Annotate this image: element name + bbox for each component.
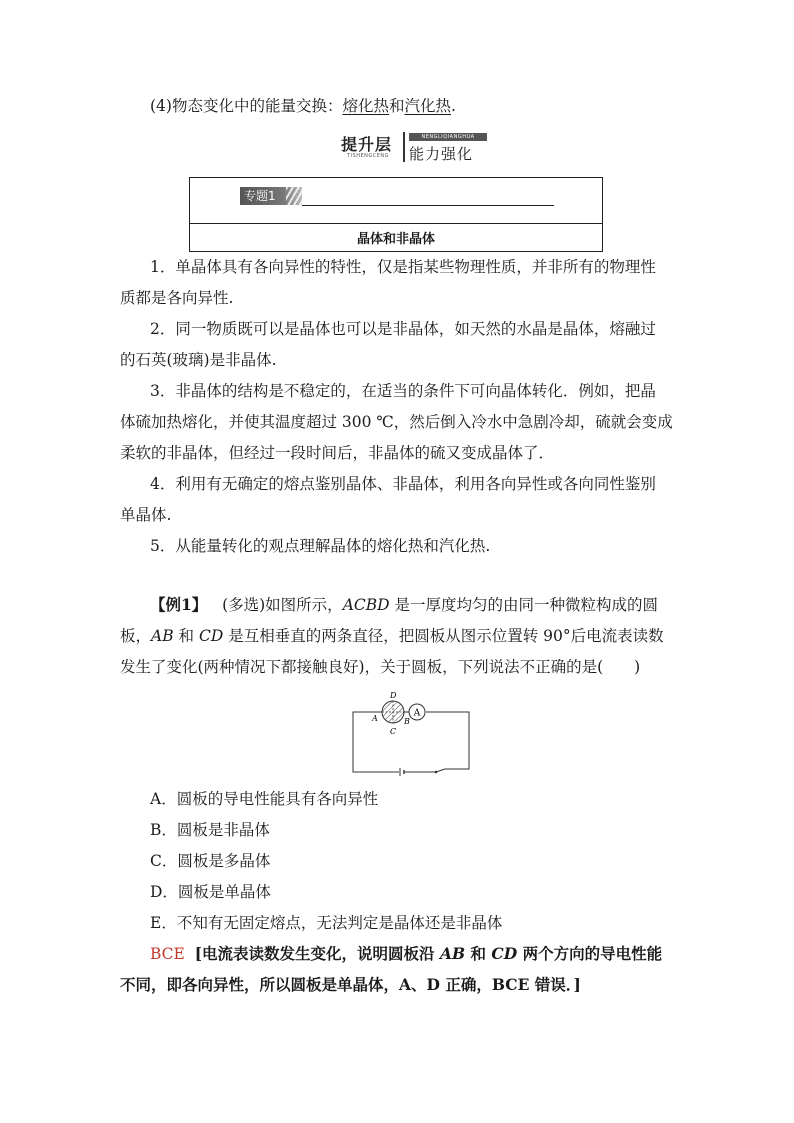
example-l1-a: (多选)如图所示， bbox=[222, 596, 343, 614]
term-heat-of-vaporization: 汽化热 bbox=[404, 97, 452, 115]
topic-badge-stripes bbox=[286, 187, 302, 205]
ammeter-label: A bbox=[413, 708, 421, 719]
example-line-2 bbox=[120, 626, 680, 646]
answer-line-2: 不同，即各向异性，所以圆板是单晶体，A、D 正确，BCE 错误．] bbox=[120, 975, 581, 994]
energy-exchange-line bbox=[150, 96, 710, 116]
switch-lever bbox=[436, 769, 445, 772]
answer-e1-c: 和 bbox=[465, 944, 492, 963]
answer-e1-e: 两个方向的导电性能 bbox=[517, 944, 663, 963]
option-e: E．不知有无固定熔点，无法判定是晶体还是非晶体 bbox=[150, 914, 503, 932]
point-1-line-2: 质都是各向异性. bbox=[120, 289, 234, 307]
point-4-line-2: 单晶体. bbox=[120, 506, 172, 524]
point-3-line-2: 体硫加热熔化，并使其温度超过 300 ℃，然后倒入冷水中急剧冷却，硫就会变成 bbox=[120, 413, 673, 431]
example-l2-a: 板， bbox=[120, 627, 152, 645]
wire-right bbox=[426, 712, 469, 769]
option-d: D．圆板是单晶体 bbox=[150, 883, 271, 901]
topic-divider bbox=[190, 223, 602, 224]
example-l1-b: ACBD bbox=[342, 596, 390, 614]
example-line-1 bbox=[150, 595, 710, 615]
point-2-line-1: 2．同一物质既可以是晶体也可以是非晶体，如天然的水晶是晶体，熔融过 bbox=[150, 320, 656, 338]
point-1-line-1: 1．单晶体具有各向异性的特性，仅是指某些物理性质，并非所有的物理性 bbox=[150, 258, 656, 276]
topic-title: 晶体和非晶体 bbox=[356, 232, 435, 247]
level-banner-pinyin-right: NENGLIQIANGHUA bbox=[409, 133, 487, 141]
energy-line-prefix: (4)物态变化中的能量交换： bbox=[150, 97, 343, 115]
answer-e1-d: CD bbox=[491, 944, 518, 963]
point-5-line-1: 5．从能量转化的观点理解晶体的熔化热和汽化热. bbox=[150, 537, 491, 555]
answer-line-1 bbox=[150, 944, 710, 964]
label-b: B bbox=[404, 717, 410, 726]
point-4-line-1: 4．利用有无确定的熔点鉴别晶体、非晶体，利用各向异性或各向同性鉴别 bbox=[150, 475, 656, 493]
option-a: A．圆板的导电性能具有各向异性 bbox=[150, 790, 379, 808]
point-3-line-3: 柔软的非晶体，但经过一段时间后，非晶体的硫又变成晶体了． bbox=[120, 444, 555, 462]
example-l1-c: 是一厚度均匀的由同一种微粒构成的圆 bbox=[389, 596, 658, 614]
energy-line-end: . bbox=[451, 97, 456, 115]
point-3-line-1: 3．非晶体的结构是不稳定的，在适当的条件下可向晶体转化．例如，把晶 bbox=[150, 382, 656, 400]
term-heat-of-fusion: 熔化热 bbox=[342, 97, 389, 115]
level-banner-title: 提升层 bbox=[341, 135, 393, 154]
answer-e1-a: [电流表读数发生变化，说明圆板沿 bbox=[194, 944, 440, 963]
example-l2-d: CD bbox=[198, 627, 224, 645]
example-l2-e: 是互相垂直的两条直径，把圆板从图示位置转 90°后电流表读数 bbox=[223, 627, 664, 645]
label-d: D bbox=[390, 691, 397, 700]
topic-box bbox=[189, 177, 603, 252]
label-c: C bbox=[390, 727, 397, 736]
label-a: A bbox=[372, 714, 378, 723]
level-banner-subtitle: 能力强化 bbox=[409, 145, 474, 163]
answer-e1-b: AB bbox=[439, 944, 466, 963]
energy-line-and: 和 bbox=[388, 97, 405, 115]
example-line-3: 发生了变化(两种情况下都接触良好)，关于圆板，下列说法不正确的是( ) bbox=[120, 658, 641, 676]
circuit-diagram bbox=[345, 686, 475, 778]
example-tag: 【例1】 bbox=[150, 595, 208, 614]
topic-badge: 专题1 bbox=[240, 187, 302, 205]
topic-rule bbox=[302, 205, 554, 206]
option-b: B．圆板是非晶体 bbox=[150, 821, 270, 839]
option-c: C．圆板是多晶体 bbox=[150, 852, 271, 870]
level-banner-pinyin-left: TISHENGCENG bbox=[347, 153, 390, 159]
example-l2-c: 和 bbox=[173, 627, 199, 645]
level-banner-divider bbox=[403, 132, 405, 162]
answer-key: BCE bbox=[150, 945, 185, 963]
level-banner bbox=[341, 132, 487, 164]
point-2-line-2: 的石英(玻璃)是非晶体. bbox=[120, 351, 277, 369]
example-l2-b: AB bbox=[151, 627, 174, 645]
